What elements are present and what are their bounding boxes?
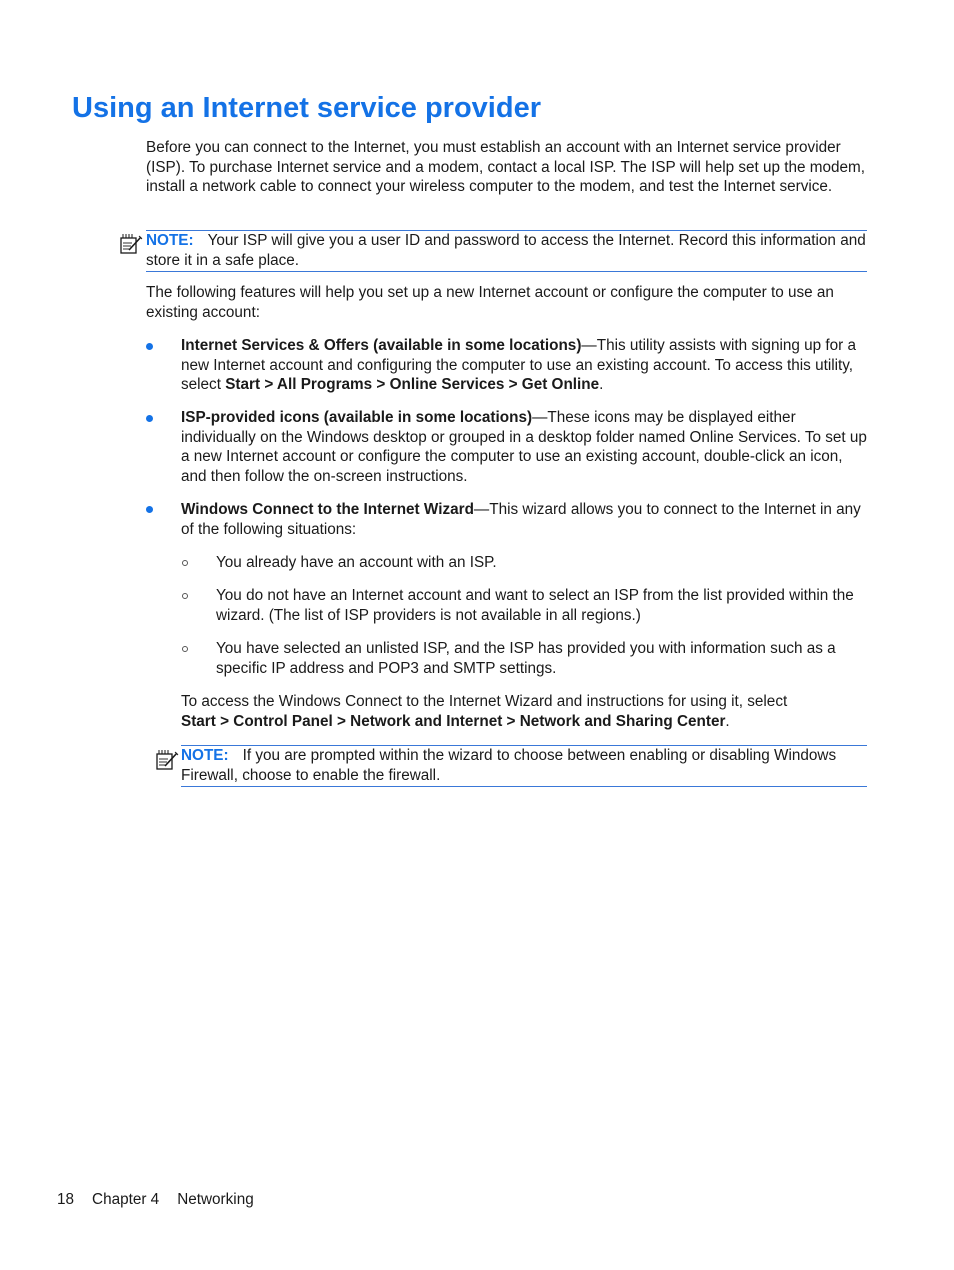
sub-bullet-dot xyxy=(182,560,188,566)
bullet-item xyxy=(181,336,867,395)
bullet-dot xyxy=(146,506,153,513)
note-label: NOTE: xyxy=(146,232,194,249)
bullet-item xyxy=(181,408,867,486)
bullet-heading: Windows Connect to the Internet Wizard xyxy=(181,501,474,518)
note-pad-icon xyxy=(155,749,179,771)
note-text: Your ISP will give you a user ID and password to access the Internet. Record this information and store it in a safe place. xyxy=(146,232,866,269)
sub-bullet-item: You already have an account with an ISP. xyxy=(216,554,497,571)
sub-bullet-dot xyxy=(182,646,188,652)
access-text: To access the Windows Connect to the Internet Wizard and instructions for using it, select xyxy=(181,693,788,710)
page-title: Using an Internet service provider xyxy=(72,92,541,124)
access-end: . xyxy=(725,712,730,730)
bullet-dot xyxy=(146,415,153,422)
note-box xyxy=(146,230,867,272)
page-number: 18 xyxy=(57,1191,75,1208)
features-intro: The following features will help you set up a new Internet account or configure the computer to use an existing account: xyxy=(146,284,834,321)
bullet-dot xyxy=(146,343,153,350)
sub-bullet-dot xyxy=(182,593,188,599)
intro-paragraph: Before you can connect to the Internet, you must establish an account with an Internet service provider (ISP). To purchase Internet service and a modem, contact a local ISP. The ISP will help set up the modem, install a network cable to connect your wireless computer to the modem, and test the Internet service. xyxy=(146,139,866,196)
chapter-label: Chapter 4 xyxy=(92,1191,160,1208)
bullet-heading: ISP-provided icons (available in some locations) xyxy=(181,409,533,426)
note-pad-icon xyxy=(119,233,143,255)
bullet-item xyxy=(181,500,867,539)
bullet-text: —This wizard allows you to connect to the Internet in any of the following situations: xyxy=(181,501,861,538)
page-footer xyxy=(57,1190,272,1210)
menu-path: Start > All Programs > Online Services > Get Online xyxy=(225,376,600,394)
access-instructions xyxy=(181,692,871,731)
note-label: NOTE: xyxy=(181,747,229,764)
sub-bullet-item: You have selected an unlisted ISP, and the ISP has provided you with information such as a specific IP address and POP3 and SMTP settings. xyxy=(216,640,836,677)
bullet-text: —This utility assists with signing up for a new Internet account and configuring the computer to use an existing account. To access this utility, select xyxy=(181,337,857,394)
note-box xyxy=(181,745,867,787)
menu-path: Start > Control Panel > Network and Internet > Network and Sharing Center xyxy=(181,712,726,730)
bullet-text: —These icons may be displayed either individually on the Windows desktop or grouped in a desktop folder named Online Services. To set up a new Internet account or configure the computer to use an existing account, double-click an icon, and then follow the on-screen instructions. xyxy=(181,409,867,485)
note-text: If you are prompted within the wizard to choose between enabling or disabling Windows Firewall, choose to enable the firewall. xyxy=(181,747,837,784)
sub-bullet-item: You do not have an Internet account and want to select an ISP from the list provided within the wizard. (The list of ISP providers is not available in all regions.) xyxy=(216,587,854,624)
bullet-heading: Internet Services & Offers (available in some locations) xyxy=(181,337,582,354)
bullet-end: . xyxy=(599,376,604,394)
section-label: Networking xyxy=(177,1191,254,1208)
